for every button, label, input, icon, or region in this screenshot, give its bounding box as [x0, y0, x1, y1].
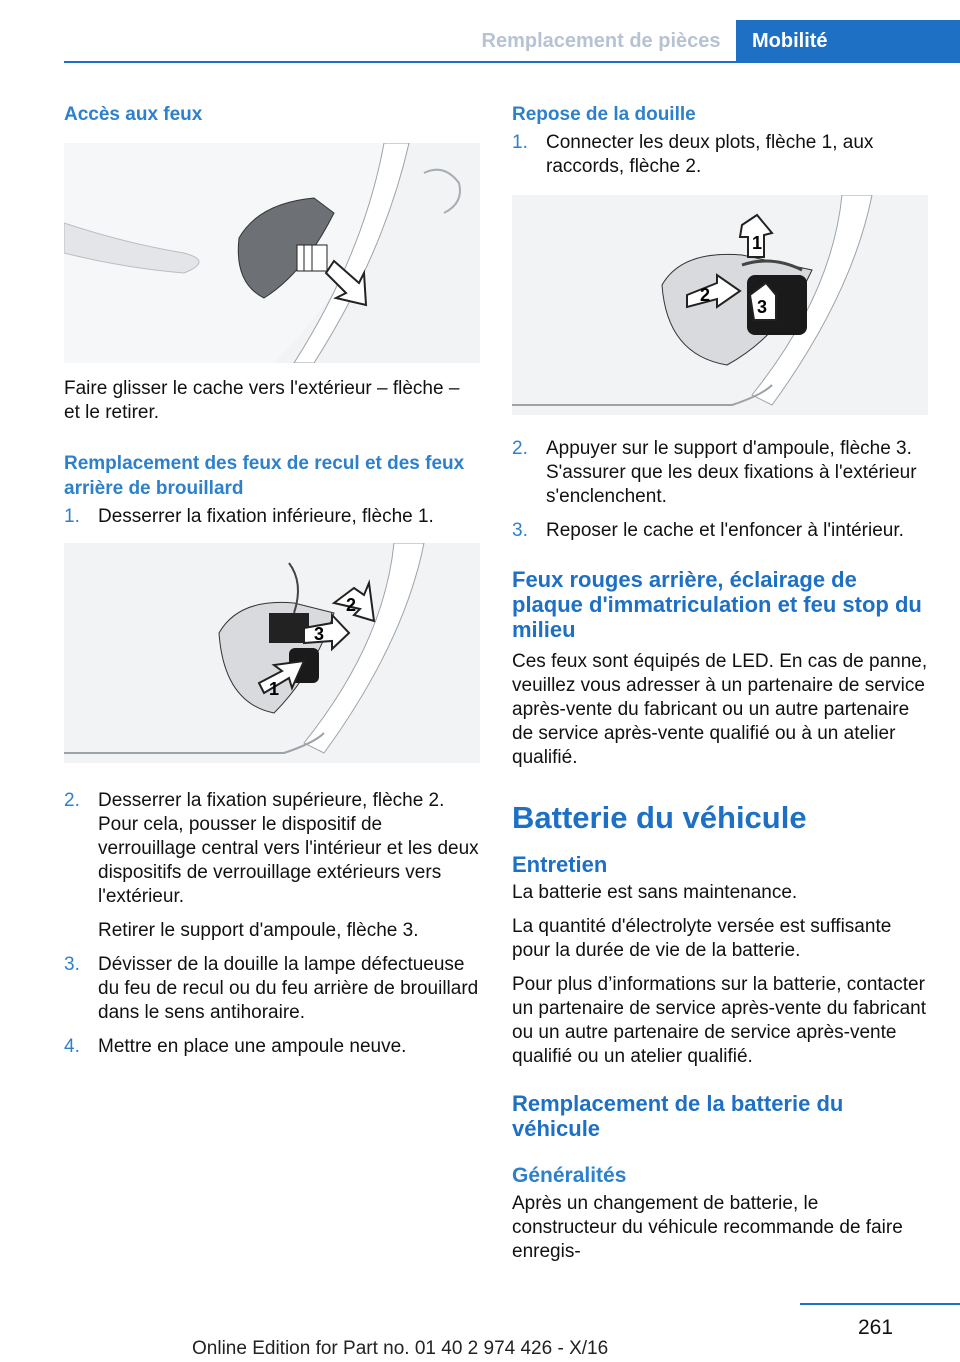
list-text: Appuyer sur le support d'ampoule, flèche 3. S'assurer que les deux fixations à l'extérieur s'enclenchent.: [546, 438, 917, 507]
edition-note: Online Edition for Part no. 01 40 2 974 426 - X/16: [192, 1338, 609, 1359]
header-section-title: Remplacement de pièces: [466, 20, 736, 62]
steps-list-2: [64, 789, 480, 1059]
list-item: [64, 1035, 480, 1059]
arrow-label: 3: [314, 624, 325, 644]
left-column: [64, 102, 480, 1059]
list-number: 2.: [512, 438, 528, 459]
arrow-label: 3: [757, 297, 768, 317]
heading-battery-replacement: Remplacement de la batterie du véhicule: [512, 1091, 844, 1141]
list-number: 2.: [64, 790, 80, 811]
header-rule: [64, 61, 960, 63]
list-number: 1.: [512, 132, 528, 153]
heading-general: Généralités: [512, 1164, 627, 1187]
paragraph-slide-cover: Faire glisser le cache vers l'extérieur – flèche – et le retirer.: [64, 378, 460, 423]
paragraph-general: Après un changement de batterie, le constructeur du véhicule recommande de faire enregis-: [512, 1193, 903, 1262]
arrow-label: 2: [346, 595, 357, 615]
heading-socket-install: Repose de la douille: [512, 104, 696, 125]
arrow-label: 2: [700, 285, 711, 305]
list-number: 3.: [512, 520, 528, 541]
list-number: 4.: [64, 1036, 80, 1057]
list-number: 3.: [64, 954, 80, 975]
paragraph-maintenance-1: La batterie est sans maintenance.: [512, 882, 798, 903]
list-item: [64, 505, 480, 529]
list-text: Connecter les deux plots, flèche 1, aux raccords, flèche 2.: [546, 132, 874, 177]
list-text: Retirer le support d'ampoule, flèche 3.: [98, 920, 419, 941]
paragraph-led: Ces feux sont équipés de LED. En cas de panne, veuillez vous adresser à un partenaire de service après-vente du fabricant ou un autre partenaire de service après-vente qualifié ou à un atelier qualifié.: [512, 651, 928, 768]
list-item: [512, 519, 928, 543]
car-cover-illustration: [64, 143, 480, 363]
list-item: [64, 953, 480, 1025]
connector-illustration: [512, 195, 928, 415]
heading-vehicle-battery: Batterie du véhicule: [512, 800, 807, 835]
list-item: [64, 789, 480, 909]
steps-list-1: [64, 505, 480, 529]
list-number: 1.: [64, 506, 80, 527]
page-number: 261: [858, 1316, 894, 1339]
arrow-icon: [740, 215, 772, 257]
figure-cover-removal: [64, 143, 480, 363]
paragraph-maintenance-2: La quantité d'électrolyte versée est suffisante pour la durée de vie de la batterie.: [512, 916, 892, 961]
list-item: [512, 437, 928, 509]
bulb-holder-illustration: [64, 543, 480, 763]
arrow-label: 1: [269, 679, 280, 699]
list-item: [64, 919, 480, 943]
figure-connectors: [512, 195, 928, 415]
heading-access-lights: Accès aux feux: [64, 104, 203, 125]
list-item: [512, 131, 928, 179]
list-text: Mettre en place une ampoule neuve.: [98, 1036, 407, 1057]
footer-rule: [800, 1303, 960, 1305]
arrow-icon: [334, 583, 374, 621]
header-chapter-tab: Mobilité: [736, 20, 960, 62]
arrow-label: 1: [752, 233, 763, 253]
list-text: Desserrer la fixation supérieure, flèche 2. Pour cela, pousser le dispositif de verrouillage central vers l'intérieur et les deux dispositifs de verrouillage extérieurs vers l'extérieur.: [98, 790, 479, 907]
right-column: [512, 102, 928, 1264]
paragraph-maintenance-3: Pour plus d’informations sur la batterie, contacter un partenaire de service après-vente du fabricant ou un autre partenaire de service après-vente qualifié ou un atelier qualifié.: [512, 974, 927, 1067]
steps-list-3: [512, 131, 928, 179]
figure-reverse-light-holder: [64, 543, 480, 763]
list-text: Dévisser de la douille la lampe défectueuse du feu de recul ou du feu arrière de brouillard dans le sens antihoraire.: [98, 954, 479, 1023]
heading-reverse-fog-lights: Remplacement des feux de recul et des feux arrière de brouillard: [64, 453, 465, 499]
steps-list-4: [512, 437, 928, 543]
list-text: Reposer le cache et l'enfoncer à l'intérieur.: [546, 520, 904, 541]
heading-led-lights: Feux rouges arrière, éclairage de plaque d'immatriculation et feu stop du milieu: [512, 567, 922, 642]
list-text: Desserrer la fixation inférieure, flèche 1.: [98, 506, 434, 527]
heading-maintenance: Entretien: [512, 852, 608, 877]
